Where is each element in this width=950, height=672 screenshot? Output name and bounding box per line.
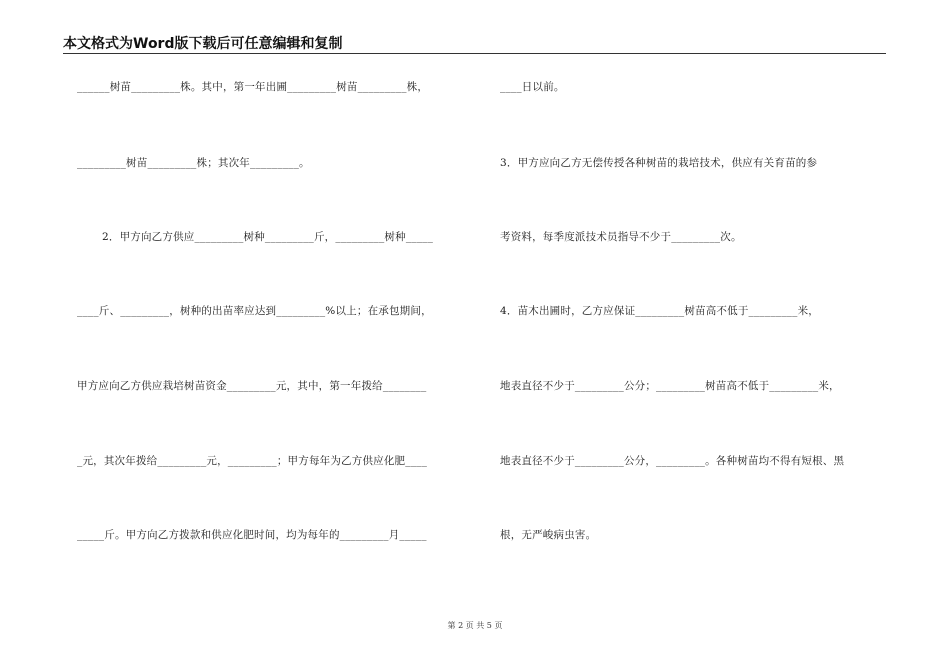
text-line: 2．甲方向乙方供应_________树种_________斤，_________树种_____ — [102, 231, 434, 243]
text-line: 甲方应向乙方供应栽培树苗资金_________元，其中，第一年拨给________ — [77, 380, 427, 392]
document-header — [63, 35, 886, 54]
text-line: 地表直径不少于_________公分；_________树苗高不低于_________米， — [500, 380, 840, 392]
text-line: _____斤。甲方向乙方拨款和供应化肥时间，均为每年的_________月_____ — [77, 529, 427, 541]
text-line: 4．苗木出圃时，乙方应保证_________树苗高不低于_________米， — [500, 305, 819, 317]
text-line: _元，其次年拨给_________元，_________；甲方每年为乙方供应化肥____ — [77, 455, 428, 467]
text-line: ____日以前。 — [500, 81, 565, 93]
text-line: 地表直径不少于_________公分，_________。各种树苗均不得有短根、黑 — [500, 455, 845, 467]
text-line: 3．甲方应向乙方无偿传授各种树苗的栽培技术，供应有关育苗的参 — [500, 157, 818, 169]
text-line: 根，无严峻病虫害。 — [500, 529, 597, 541]
header-title: 本文格式为Word版下载后可任意编辑和复制 — [63, 36, 343, 52]
text-line: ______树苗_________株。其中，第一年出圃_________树苗_________株， — [77, 81, 429, 93]
text-line: 考资料，每季度派技术员指导不少于_________次。 — [500, 231, 742, 243]
page-footer — [0, 620, 950, 631]
text-line: _________树苗_________株；其次年_________。 — [77, 157, 310, 169]
page-number: 第 2 页 共 5 页 — [447, 621, 503, 630]
text-line: ____斤、_________，树种的出苗率应达到_________%以上；在承包期间， — [77, 305, 432, 317]
